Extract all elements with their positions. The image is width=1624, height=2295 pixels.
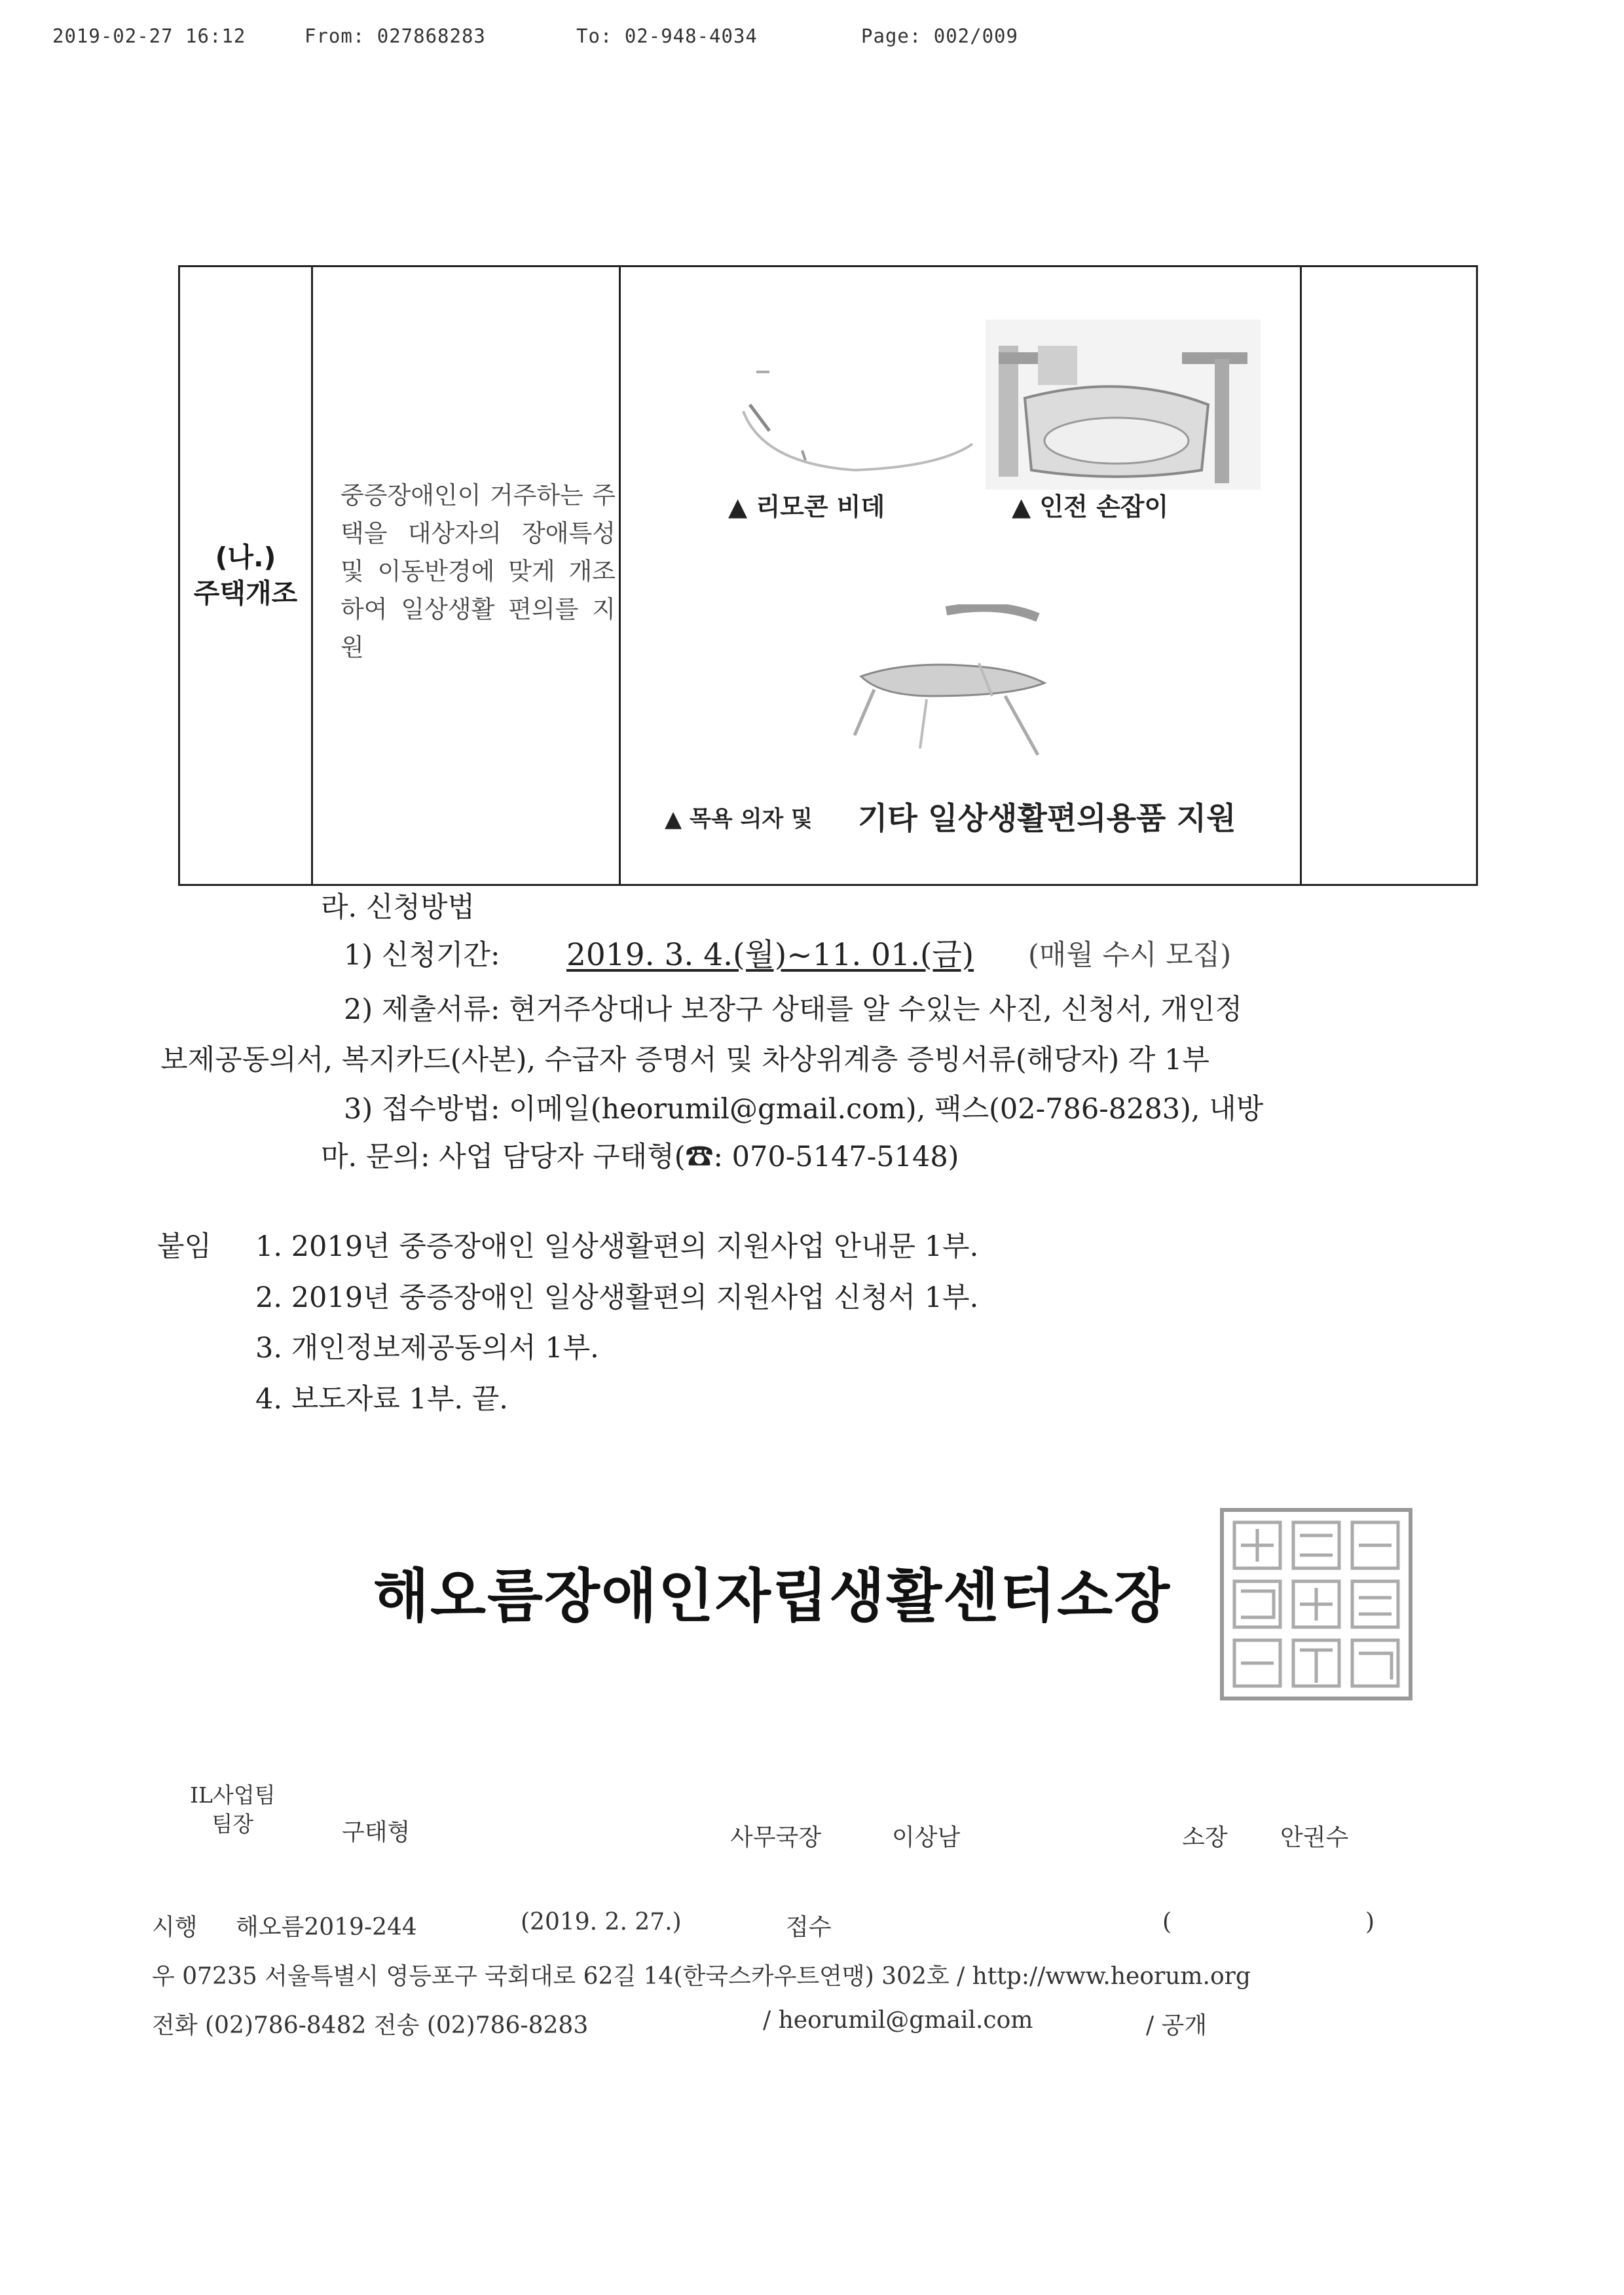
- apply-docs-line2: 보제공동의서, 복지카드(사본), 수급자 증명서 및 차상위계층 증빙서류(해당자) 각 1부: [160, 1044, 1209, 1076]
- caption-handle: ▲ 인전 손잡이: [1012, 492, 1169, 521]
- approval-team-name: 구태형: [342, 1819, 411, 1846]
- fax-from: From: 027868283: [304, 25, 486, 47]
- safety-handle-photo: [986, 320, 1261, 490]
- bidet-photo: [724, 346, 986, 490]
- section-title: 주택개조: [193, 578, 298, 609]
- official-seal-icon: [1218, 1506, 1414, 1702]
- footer-email: / heorumil@gmail.com: [763, 2007, 1033, 2034]
- caption-bidet: ▲ 리모콘 비데: [728, 492, 885, 521]
- footer-receipt-open: (: [1162, 1909, 1172, 1936]
- apply-period-value: 2019. 3. 4.(월)~11. 01.(금): [566, 937, 974, 973]
- attachment-item-2: 2. 2019년 중증장애인 일상생활편의 지원사업 신청서 1부.: [255, 1281, 979, 1314]
- footer-address: 우 07235 서울특별시 영등포구 국회대로 62길 14(한국스카우트연맹) 302호 / http://www.heorum.org: [152, 1963, 1251, 1990]
- apply-method: 3) 접수방법: 이메일(heorumil@gmail.com), 팩스(02-786-8283), 내방: [344, 1093, 1264, 1126]
- apply-period-note: (매월 수시 모집): [1028, 939, 1232, 972]
- approval-head-name: 안권수: [1280, 1824, 1349, 1851]
- section-description: 중증장애인이 거주하는 주택을 대상자의 장애특성 및 이동반경에 맞게 개조하여 일상생활 편의를 지원: [341, 481, 616, 661]
- section-number: (나.): [215, 541, 276, 573]
- apply-period-label: 1) 신청기간:: [344, 939, 500, 972]
- attachments-label: 붙임: [157, 1230, 212, 1263]
- approval-director-name: 이상남: [892, 1824, 961, 1851]
- footer-disclosure: / 공개: [1146, 2012, 1208, 2039]
- fax-page: Page: 002/009: [861, 25, 1018, 47]
- caption-chair-prefix: ▲ 목욕 의자 및: [665, 806, 813, 832]
- fax-to: To: 02-948-4034: [576, 25, 758, 47]
- approval-team-line2: 팀장: [212, 1811, 254, 1837]
- footer-doc-number: 해오름2019-244: [236, 1914, 417, 1941]
- apply-docs-line1: 2) 제출서류: 현거주상대나 보장구 상태를 알 수있는 사진, 신청서, 개인정: [344, 993, 1243, 1026]
- footer-enforce-label: 시행: [152, 1914, 198, 1941]
- apply-heading: 라. 신청방법: [321, 891, 475, 924]
- organization-signature: 해오름장애인자립생활센터소장: [373, 1562, 1172, 1630]
- attachment-item-4: 4. 보도자료 1부. 끝.: [255, 1383, 508, 1416]
- approval-team: [190, 1781, 276, 1839]
- attachment-item-1: 1. 2019년 중증장애인 일상생활편의 지원사업 안내문 1부.: [255, 1230, 979, 1263]
- approval-head-title: 소장: [1182, 1824, 1228, 1851]
- bath-chair-photo: [848, 604, 1110, 768]
- footer-receipt-close: ): [1365, 1909, 1375, 1936]
- fax-header: [52, 25, 1572, 51]
- program-table: [178, 265, 1478, 886]
- footer-receipt-label: 접수: [786, 1914, 832, 1941]
- approval-team-line1: IL사업팀: [190, 1782, 276, 1808]
- apply-inquiry: 마. 문의: 사업 담당자 구태형(☎: 070-5147-5148): [321, 1141, 959, 1173]
- approval-director-title: 사무국장: [730, 1824, 822, 1851]
- footer-tel: 전화 (02)786-8482 전송 (02)786-8283: [152, 2012, 589, 2039]
- table-label-cell: [180, 267, 311, 884]
- caption-chair-main: 기타 일상생활편의용품 지원: [858, 801, 1236, 837]
- attachment-item-3: 3. 개인정보제공동의서 1부.: [255, 1332, 599, 1365]
- fax-datetime: 2019-02-27 16:12: [52, 25, 246, 47]
- footer-doc-date: (2019. 2. 27.): [521, 1909, 682, 1936]
